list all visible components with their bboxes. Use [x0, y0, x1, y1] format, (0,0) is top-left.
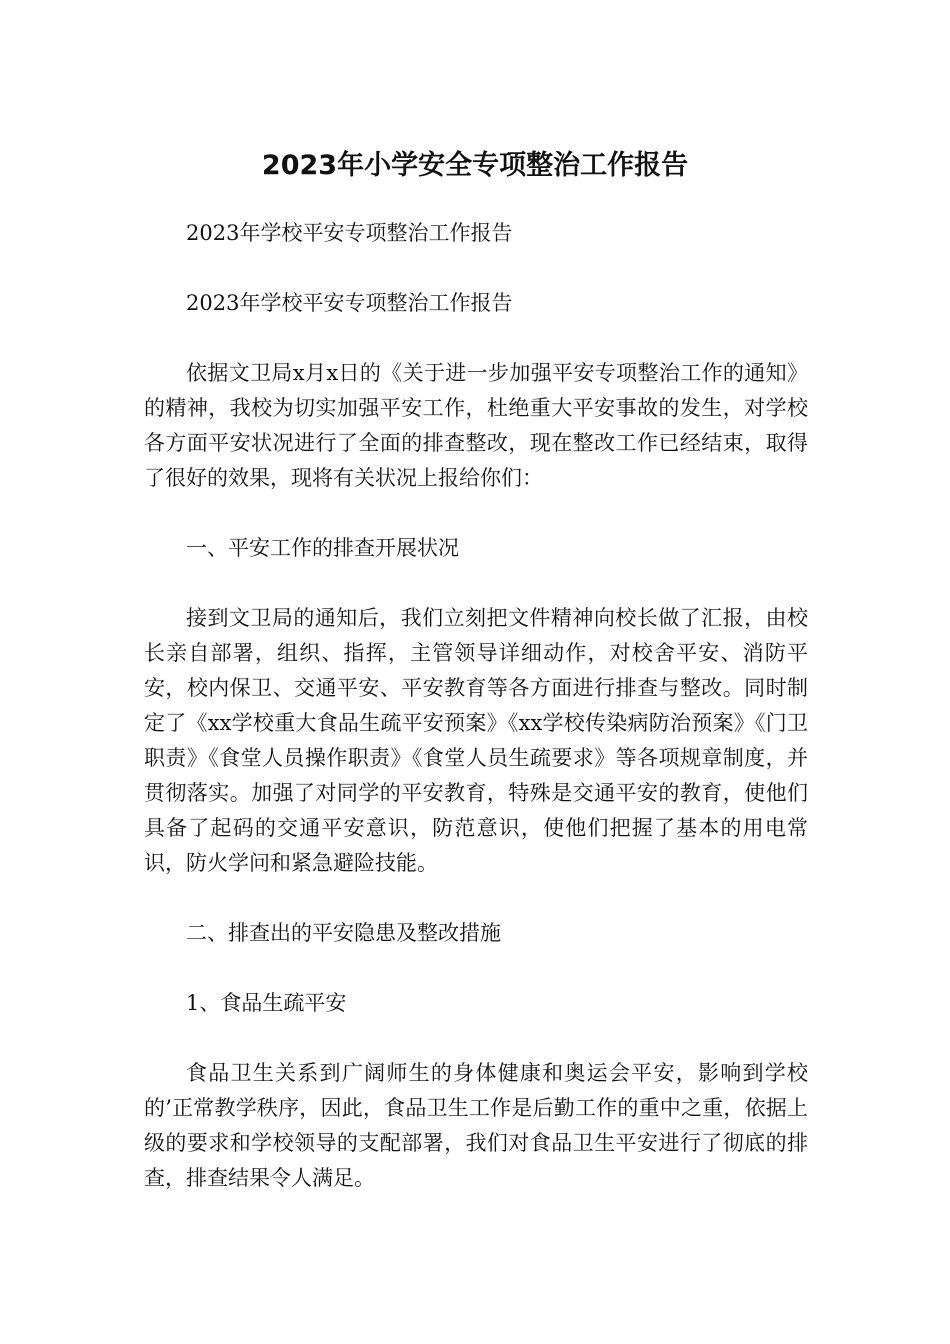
paragraph-section-1: 接到文卫局的通知后，我们立刻把文件精神向校长做了汇报，由校长亲自部署，组织、指挥，主管领导详细动作，对校舍平安、消防平安，校内保卫、交通平安、平安教育等各方面进行排查与整改。同时制定了《xx学校重大食品生疏平安预案》《xx学校传染病防治预案》《门卫职责》《食堂人员操作职责》《食堂人员生疏要求》等各项规章制度，并贯彻落实。加强了对同学的平安教育，特殊是交通平安的教育，使他们具备了起码的交通平安意识，防范意识，使他们把握了基本的用电常识，防火学问和紧急避险技能。	[144, 606, 808, 875]
paragraph-intro: 依据文卫局x月x日的《关于进一步加强平安专项整治工作的通知》的精神，我校为切实加强平安工作，杜绝重大平安事故的发生，对学校各方面平安状况进行了全面的排查整改，现在整改工作已经结束，取得了很好的效果，现将有关状况上报给你们：	[144, 361, 808, 490]
document-body	[144, 216, 808, 1231]
document-title: 2023年小学安全专项整治工作报告	[261, 150, 689, 181]
paragraph-subsection-1: 食品卫生关系到广阔师生的身体健康和奥运会平安，影响到学校的’正常教学秩序，因此，食品卫生工作是后勤工作的重中之重，依据上级的要求和学校领导的支配部署，我们对食品卫生平安进行了彻底的排查，排查结果令人满足。	[144, 1061, 808, 1190]
section-heading-1: 一、平安工作的排查开展状况	[186, 536, 459, 560]
section-heading-2: 二、排查出的平安隐患及整改措施	[186, 921, 501, 945]
subsection-heading-1: 1、食品生疏平安	[186, 991, 347, 1015]
paragraph-subtitle-2: 2023年学校平安专项整治工作报告	[186, 291, 513, 315]
paragraph-subtitle-1: 2023年学校平安专项整治工作报告	[186, 221, 513, 245]
